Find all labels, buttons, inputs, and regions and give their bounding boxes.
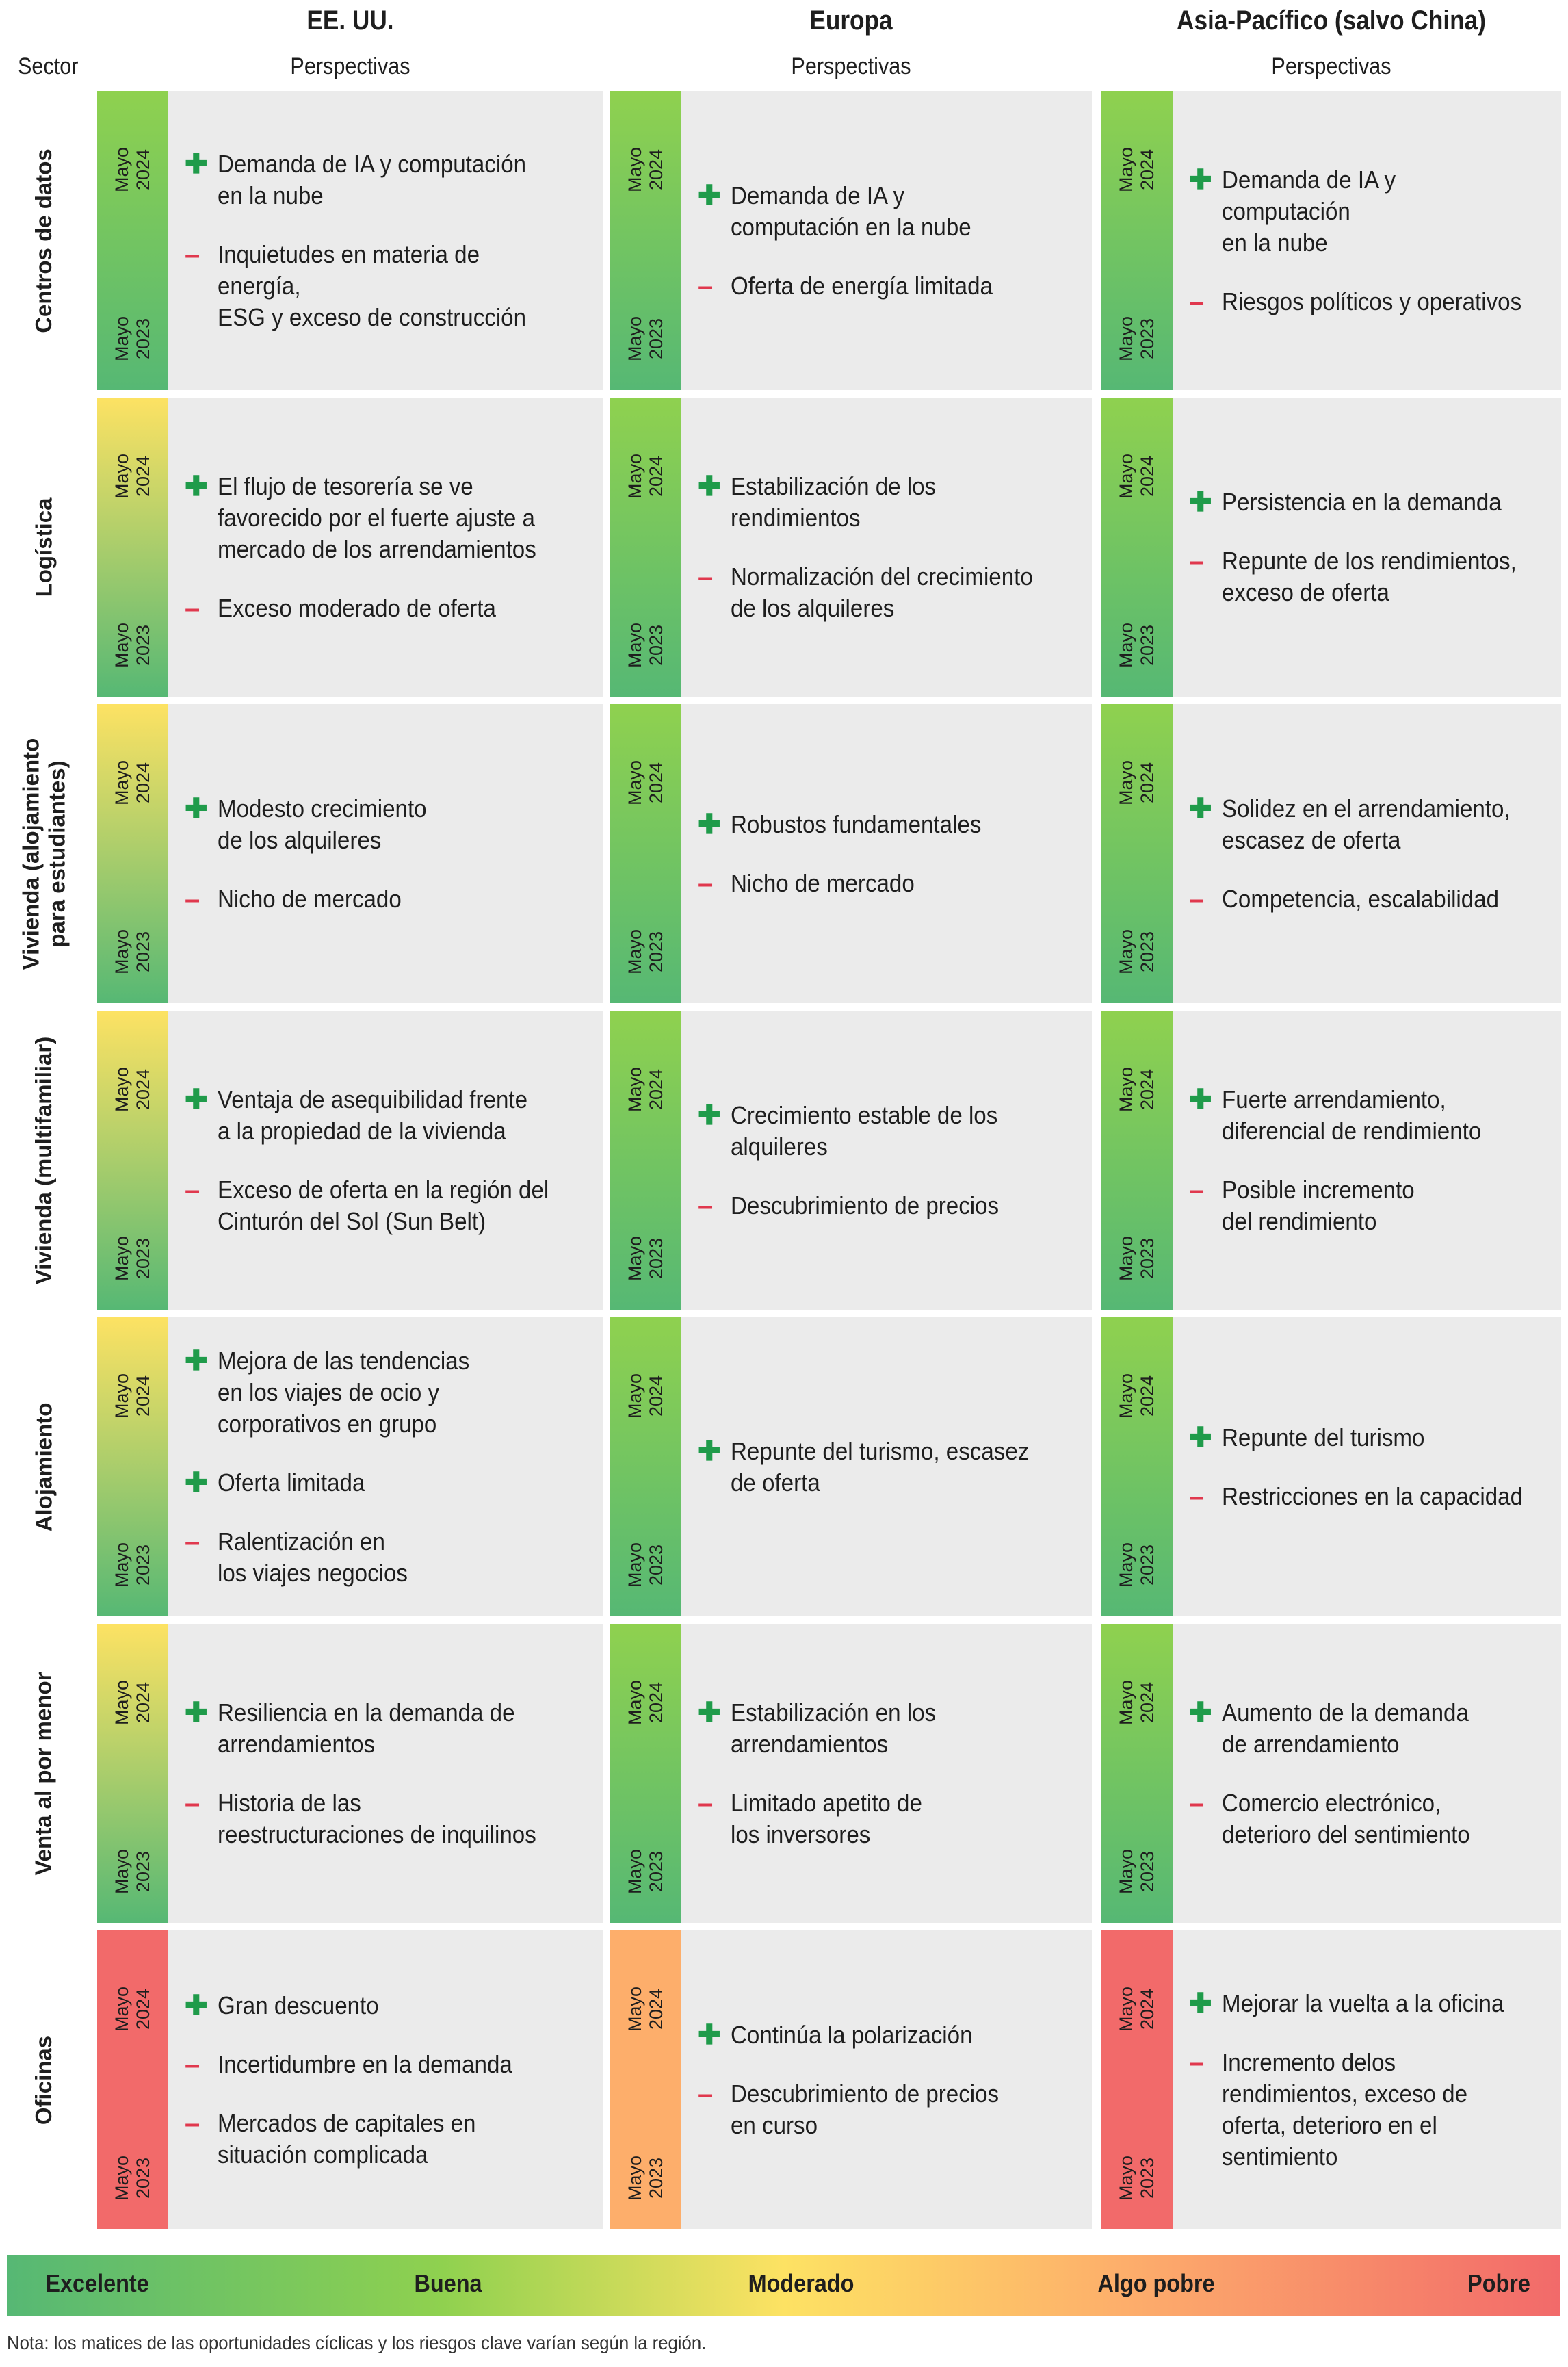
negative-factor	[185, 1526, 594, 1589]
bar-label-2024: Mayo 2024	[625, 1373, 666, 1419]
factor-text: Historia de las reestructuraciones de inquilinos	[218, 1788, 536, 1848]
negative-factor	[185, 883, 594, 915]
outlook-cell	[1101, 704, 1561, 1003]
factor-text: Exceso moderado de oferta	[218, 593, 496, 622]
factor-text: Descubrimiento de precios en curso	[731, 2079, 999, 2139]
minus-icon: –	[698, 270, 714, 301]
minus-icon: –	[185, 239, 200, 270]
factor-text: Incertidumbre en la demanda	[218, 2049, 512, 2078]
perspectives-label-0: Perspectivas	[290, 53, 410, 79]
outlook-cell	[1101, 1624, 1561, 1923]
factor-text: Nicho de mercado	[731, 868, 915, 897]
minus-icon: –	[698, 1190, 714, 1221]
plus-icon: ✚	[698, 180, 721, 211]
outlook-list	[681, 398, 1092, 697]
bar-label-2023: Mayo 2023	[625, 929, 666, 975]
bar-label-2024: Mayo 2024	[112, 1679, 153, 1726]
minus-icon: –	[185, 883, 200, 914]
bar-label-2023: Mayo 2023	[625, 1235, 666, 1282]
factor-text: Repunte del turismo, escasez de oferta	[731, 1436, 1030, 1497]
bar-label-2023: Mayo 2023	[112, 1542, 153, 1588]
rating-gradient-bar	[1101, 398, 1173, 697]
positive-factor	[1189, 487, 1552, 518]
region-title-2: Asia-Pacífico (salvo China)	[1177, 5, 1486, 36]
factor-text: Mejorar la vuelta a la oficina	[1222, 1989, 1504, 2017]
bar-label-2023: Mayo 2023	[112, 315, 153, 362]
plus-icon: ✚	[698, 1100, 721, 1130]
plus-icon: ✚	[1189, 1422, 1212, 1453]
positive-factor	[698, 471, 1082, 534]
minus-icon: –	[698, 2078, 714, 2109]
plus-icon: ✚	[185, 1345, 208, 1376]
negative-factor	[698, 868, 1082, 899]
sector-label	[0, 398, 88, 697]
negative-factor	[1189, 1481, 1552, 1512]
positive-factor	[185, 471, 594, 565]
rating-gradient-bar	[610, 1930, 681, 2229]
positive-factor	[185, 1990, 594, 2021]
minus-icon: –	[1189, 1787, 1205, 1818]
negative-factor	[698, 270, 1082, 302]
negative-factor	[185, 1787, 594, 1850]
bar-label-2023: Mayo 2023	[625, 315, 666, 362]
rating-gradient-bar	[1101, 704, 1173, 1003]
positive-factor	[1189, 1084, 1552, 1147]
outlook-cell	[610, 91, 1092, 390]
bar-label-2023: Mayo 2023	[1116, 1542, 1158, 1588]
rating-gradient-bar	[610, 398, 681, 697]
plus-icon: ✚	[698, 1697, 721, 1728]
outlook-cell	[610, 1011, 1092, 1310]
factor-text: Inquietudes en materia de energía, ESG y exceso de construcción	[218, 240, 527, 331]
factor-text: Solidez en el arrendamiento, escasez de oferta	[1222, 794, 1511, 854]
plus-icon: ✚	[698, 471, 721, 502]
factor-text: Continúa la polarización	[731, 2020, 973, 2049]
negative-factor	[185, 239, 594, 333]
bar-label-2023: Mayo 2023	[1116, 1848, 1158, 1895]
outlook-cell	[97, 398, 603, 697]
negative-factor	[185, 2049, 594, 2080]
factor-text: Mercados de capitales en situación complicada	[218, 2108, 476, 2169]
rating-gradient-bar	[1101, 91, 1173, 390]
bar-label-2023: Mayo 2023	[1116, 315, 1158, 362]
bar-label-2023: Mayo 2023	[112, 1235, 153, 1282]
outlook-list	[1173, 704, 1561, 1003]
factor-text: Estabilización en los arrendamientos	[731, 1698, 937, 1758]
sector-label-text: Centros de datos	[31, 148, 57, 333]
positive-factor	[698, 1697, 1082, 1760]
bar-label-2024: Mayo 2024	[1116, 760, 1158, 806]
sector-column-header: Sector	[18, 53, 79, 79]
negative-factor	[698, 1190, 1082, 1221]
plus-icon: ✚	[185, 471, 208, 502]
outlook-cell	[610, 398, 1092, 697]
outlook-list	[168, 704, 603, 1003]
bar-label-2024: Mayo 2024	[1116, 1373, 1158, 1419]
outlook-list	[1173, 91, 1561, 390]
factor-text: Riesgos políticos y operativos	[1222, 287, 1522, 315]
outlook-list	[168, 1317, 603, 1616]
bar-label-2024: Mayo 2024	[625, 146, 666, 193]
factor-text: Repunte del turismo	[1222, 1423, 1425, 1451]
bar-label-2024: Mayo 2024	[112, 453, 153, 500]
bar-label-2024: Mayo 2024	[112, 1373, 153, 1419]
outlook-cell	[97, 1624, 603, 1923]
plus-icon: ✚	[1189, 1084, 1212, 1115]
minus-icon: –	[1189, 1174, 1205, 1205]
bar-label-2024: Mayo 2024	[625, 1679, 666, 1726]
minus-icon: –	[185, 1526, 200, 1557]
minus-icon: –	[185, 1174, 200, 1205]
outlook-list	[168, 1930, 603, 2229]
bar-label-2023: Mayo 2023	[625, 622, 666, 669]
minus-icon: –	[185, 2049, 200, 2080]
minus-icon: –	[185, 2108, 200, 2138]
factor-text: Competencia, escalabilidad	[1222, 884, 1500, 913]
minus-icon: –	[1189, 1481, 1205, 1512]
negative-factor	[185, 593, 594, 624]
minus-icon: –	[1189, 286, 1205, 317]
bar-label-2024: Mayo 2024	[1116, 453, 1158, 500]
outlook-cell	[97, 704, 603, 1003]
region-title-1: Europa	[809, 5, 893, 36]
minus-icon: –	[185, 1787, 200, 1818]
bar-label-2023: Mayo 2023	[1116, 622, 1158, 669]
outlook-cell	[610, 1317, 1092, 1616]
outlook-cell	[97, 1930, 603, 2229]
sector-label	[0, 1930, 88, 2229]
positive-factor	[698, 1436, 1082, 1499]
perspectives-label-2: Perspectivas	[1271, 53, 1391, 79]
factor-text: Demanda de IA y computación en la nube	[218, 149, 527, 209]
rating-gradient-bar	[610, 1011, 681, 1310]
positive-factor	[698, 2019, 1082, 2051]
plus-icon: ✚	[185, 1084, 208, 1115]
plus-icon: ✚	[698, 1436, 721, 1466]
positive-factor	[1189, 164, 1552, 259]
sector-label-text: Vivienda (multifamiliar)	[31, 1036, 57, 1284]
outlook-list	[1173, 1011, 1561, 1310]
sector-label-text: Logística	[31, 497, 57, 597]
factor-text: Oferta de energía limitada	[731, 271, 993, 300]
bar-label-2024: Mayo 2024	[625, 760, 666, 806]
outlook-list	[1173, 398, 1561, 697]
factor-text: Nicho de mercado	[218, 884, 402, 913]
bar-label-2024: Mayo 2024	[625, 1066, 666, 1113]
outlook-cell	[1101, 1317, 1561, 1616]
sector-label-text: Venta al por menor	[31, 1671, 56, 1876]
rating-gradient-bar	[97, 1930, 168, 2229]
factor-text: Comercio electrónico, deterioro del sentimiento	[1222, 1788, 1470, 1848]
plus-icon: ✚	[185, 1467, 208, 1498]
sector-label	[0, 704, 88, 1003]
outlook-list	[681, 1624, 1092, 1923]
factor-text: Mejora de las tendencias en los viajes de ocio y corporativos en grupo	[218, 1346, 470, 1438]
bar-label-2024: Mayo 2024	[112, 1066, 153, 1113]
bar-label-2024: Mayo 2024	[1116, 1986, 1158, 2032]
rating-gradient-bar	[97, 398, 168, 697]
factor-text: El flujo de tesorería se ve favorecido por el fuerte ajuste a mercado de los arrendamientos	[218, 471, 536, 563]
rating-gradient-bar	[610, 1317, 681, 1616]
outlook-cell	[610, 704, 1092, 1003]
plus-icon: ✚	[698, 809, 721, 840]
factor-text: Crecimiento estable de los alquileres	[731, 1100, 998, 1161]
positive-factor	[185, 148, 594, 211]
bar-label-2023: Mayo 2023	[112, 622, 153, 669]
plus-icon: ✚	[1189, 487, 1212, 517]
factor-text: Persistencia en la demanda	[1222, 487, 1502, 516]
sector-label	[0, 91, 88, 390]
outlook-cell	[97, 1317, 603, 1616]
sector-label	[0, 1011, 88, 1310]
sector-label-text: Alojamiento	[31, 1402, 57, 1531]
outlook-cell	[97, 91, 603, 390]
outlook-cell	[610, 1624, 1092, 1923]
minus-icon: –	[698, 561, 714, 592]
bar-label-2024: Mayo 2024	[625, 1986, 666, 2032]
bar-label-2024: Mayo 2024	[1116, 1679, 1158, 1726]
outlook-list	[168, 1011, 603, 1310]
plus-icon: ✚	[1189, 793, 1212, 824]
factor-text: Normalización del crecimiento de los alquileres	[731, 562, 1033, 622]
plus-icon: ✚	[185, 1990, 208, 2021]
perspectives-label-1: Perspectivas	[791, 53, 911, 79]
rating-gradient-bar	[97, 1317, 168, 1616]
positive-factor	[185, 1084, 594, 1147]
bar-label-2023: Mayo 2023	[1116, 929, 1158, 975]
minus-icon: –	[698, 868, 714, 898]
factor-text: Gran descuento	[218, 1991, 379, 2019]
plus-icon: ✚	[185, 1697, 208, 1728]
factor-text: Estabilización de los rendimientos	[731, 471, 937, 532]
bar-label-2023: Mayo 2023	[625, 1848, 666, 1895]
negative-factor	[1189, 883, 1552, 915]
rating-gradient-bar	[610, 704, 681, 1003]
sector-label	[0, 1317, 88, 1616]
plus-icon: ✚	[1189, 1988, 1212, 2019]
minus-icon: –	[698, 1787, 714, 1818]
outlook-list	[1173, 1317, 1561, 1616]
negative-factor	[698, 2078, 1082, 2141]
negative-factor	[185, 1174, 594, 1237]
bar-label-2024: Mayo 2024	[1116, 146, 1158, 193]
factor-text: Ventaja de asequibilidad frente a la propiedad de la vivienda	[218, 1085, 527, 1145]
outlook-list	[1173, 1624, 1561, 1923]
minus-icon: –	[1189, 545, 1205, 576]
sector-label-text: Vivienda (alojamiento para estudiantes)	[18, 738, 69, 970]
factor-text: Aumento de la demanda de arrendamiento	[1222, 1698, 1469, 1758]
outlook-list	[681, 1930, 1092, 2229]
outlook-list	[168, 398, 603, 697]
plus-icon: ✚	[185, 148, 208, 179]
outlook-cell	[97, 1011, 603, 1310]
outlook-cell	[1101, 1930, 1561, 2229]
minus-icon: –	[185, 593, 200, 623]
bar-label-2024: Mayo 2024	[112, 1986, 153, 2032]
outlook-list	[168, 1624, 603, 1923]
rating-legend-bar	[7, 2255, 1560, 2316]
rating-gradient-bar	[1101, 1624, 1173, 1923]
rating-gradient-bar	[1101, 1930, 1173, 2229]
factor-text: Oferta limitada	[218, 1468, 365, 1497]
bar-label-2024: Mayo 2024	[112, 760, 153, 806]
sector-label	[0, 1624, 88, 1923]
rating-gradient-bar	[97, 91, 168, 390]
bar-label-2024: Mayo 2024	[112, 146, 153, 193]
outlook-list	[168, 91, 603, 390]
positive-factor	[1189, 1422, 1552, 1453]
bar-label-2024: Mayo 2024	[1116, 1066, 1158, 1113]
factor-text: Descubrimiento de precios	[731, 1191, 999, 1219]
rating-gradient-bar	[97, 704, 168, 1003]
rating-gradient-bar	[97, 1624, 168, 1923]
bar-label-2023: Mayo 2023	[112, 2155, 153, 2201]
positive-factor	[185, 1345, 594, 1440]
outlook-cell	[1101, 398, 1561, 697]
factor-text: Exceso de oferta en la región del Cinturón del Sol (Sun Belt)	[218, 1175, 549, 1235]
positive-factor	[698, 809, 1082, 840]
legend-algo-pobre: Algo pobre	[1097, 2269, 1215, 2297]
plus-icon: ✚	[1189, 1697, 1212, 1728]
outlook-list	[1173, 1930, 1561, 2229]
legend-pobre: Pobre	[1467, 2269, 1530, 2297]
negative-factor	[1189, 286, 1552, 318]
legend-excelente: Excelente	[45, 2269, 149, 2297]
positive-factor	[1189, 793, 1552, 856]
bar-label-2023: Mayo 2023	[112, 1848, 153, 1895]
positive-factor	[185, 793, 594, 856]
rating-gradient-bar	[1101, 1011, 1173, 1310]
factor-text: Ralentización en los viajes negocios	[218, 1527, 408, 1587]
plus-icon: ✚	[1189, 164, 1212, 195]
bar-label-2023: Mayo 2023	[625, 2155, 666, 2201]
plus-icon: ✚	[698, 2019, 721, 2050]
legend-buena: Buena	[414, 2269, 482, 2297]
outlook-cell	[1101, 1011, 1561, 1310]
factor-text: Restricciones en la capacidad	[1222, 1482, 1524, 1510]
factor-text: Demanda de IA y computación en la nube	[1222, 165, 1396, 257]
positive-factor	[185, 1467, 594, 1499]
factor-text: Modesto crecimiento de los alquileres	[218, 794, 427, 854]
factor-text: Posible incremento del rendimiento	[1222, 1175, 1415, 1235]
factor-text: Demanda de IA y computación en la nube	[731, 181, 971, 241]
factor-text: Robustos fundamentales	[731, 810, 982, 838]
bar-label-2023: Mayo 2023	[1116, 2155, 1158, 2201]
rating-gradient-bar	[97, 1011, 168, 1310]
outlook-list	[681, 91, 1092, 390]
positive-factor	[1189, 1988, 1552, 2019]
bar-label-2024: Mayo 2024	[625, 453, 666, 500]
legend-moderado: Moderado	[748, 2269, 854, 2297]
negative-factor	[698, 1787, 1082, 1850]
bar-label-2023: Mayo 2023	[112, 929, 153, 975]
bar-label-2023: Mayo 2023	[1116, 1235, 1158, 1282]
outlook-list	[681, 1011, 1092, 1310]
minus-icon: –	[1189, 2047, 1205, 2078]
positive-factor	[698, 1100, 1082, 1163]
outlook-cell	[610, 1930, 1092, 2229]
negative-factor	[1189, 545, 1552, 608]
factor-text: Fuerte arrendamiento, diferencial de rendimiento	[1222, 1085, 1482, 1145]
footnote: Nota: los matices de las oportunidades cíclicas y los riesgos clave varían según la región.	[7, 2332, 707, 2353]
plus-icon: ✚	[185, 793, 208, 824]
negative-factor	[698, 561, 1082, 624]
positive-factor	[185, 1697, 594, 1760]
bar-label-2023: Mayo 2023	[625, 1542, 666, 1588]
positive-factor	[698, 180, 1082, 243]
sector-label-text: Oficinas	[31, 2035, 56, 2125]
outlook-list	[681, 704, 1092, 1003]
negative-factor	[1189, 1174, 1552, 1237]
rating-gradient-bar	[1101, 1317, 1173, 1616]
rating-gradient-bar	[610, 1624, 681, 1923]
factor-text: Repunte de los rendimientos, exceso de oferta	[1222, 546, 1517, 606]
rating-gradient-bar	[610, 91, 681, 390]
positive-factor	[1189, 1697, 1552, 1760]
factor-text: Incremento delos rendimientos, exceso de oferta, deterioro en el sentimiento	[1222, 2047, 1468, 2171]
negative-factor	[1189, 1787, 1552, 1850]
factor-text: Resiliencia en la demanda de arrendamientos	[218, 1698, 515, 1758]
negative-factor	[1189, 2047, 1552, 2173]
factor-text: Limitado apetito de los inversores	[731, 1788, 922, 1848]
negative-factor	[185, 2108, 594, 2171]
outlook-cell	[1101, 91, 1561, 390]
outlook-list	[681, 1317, 1092, 1616]
minus-icon: –	[1189, 883, 1205, 914]
region-title-0: EE. UU.	[306, 5, 394, 36]
